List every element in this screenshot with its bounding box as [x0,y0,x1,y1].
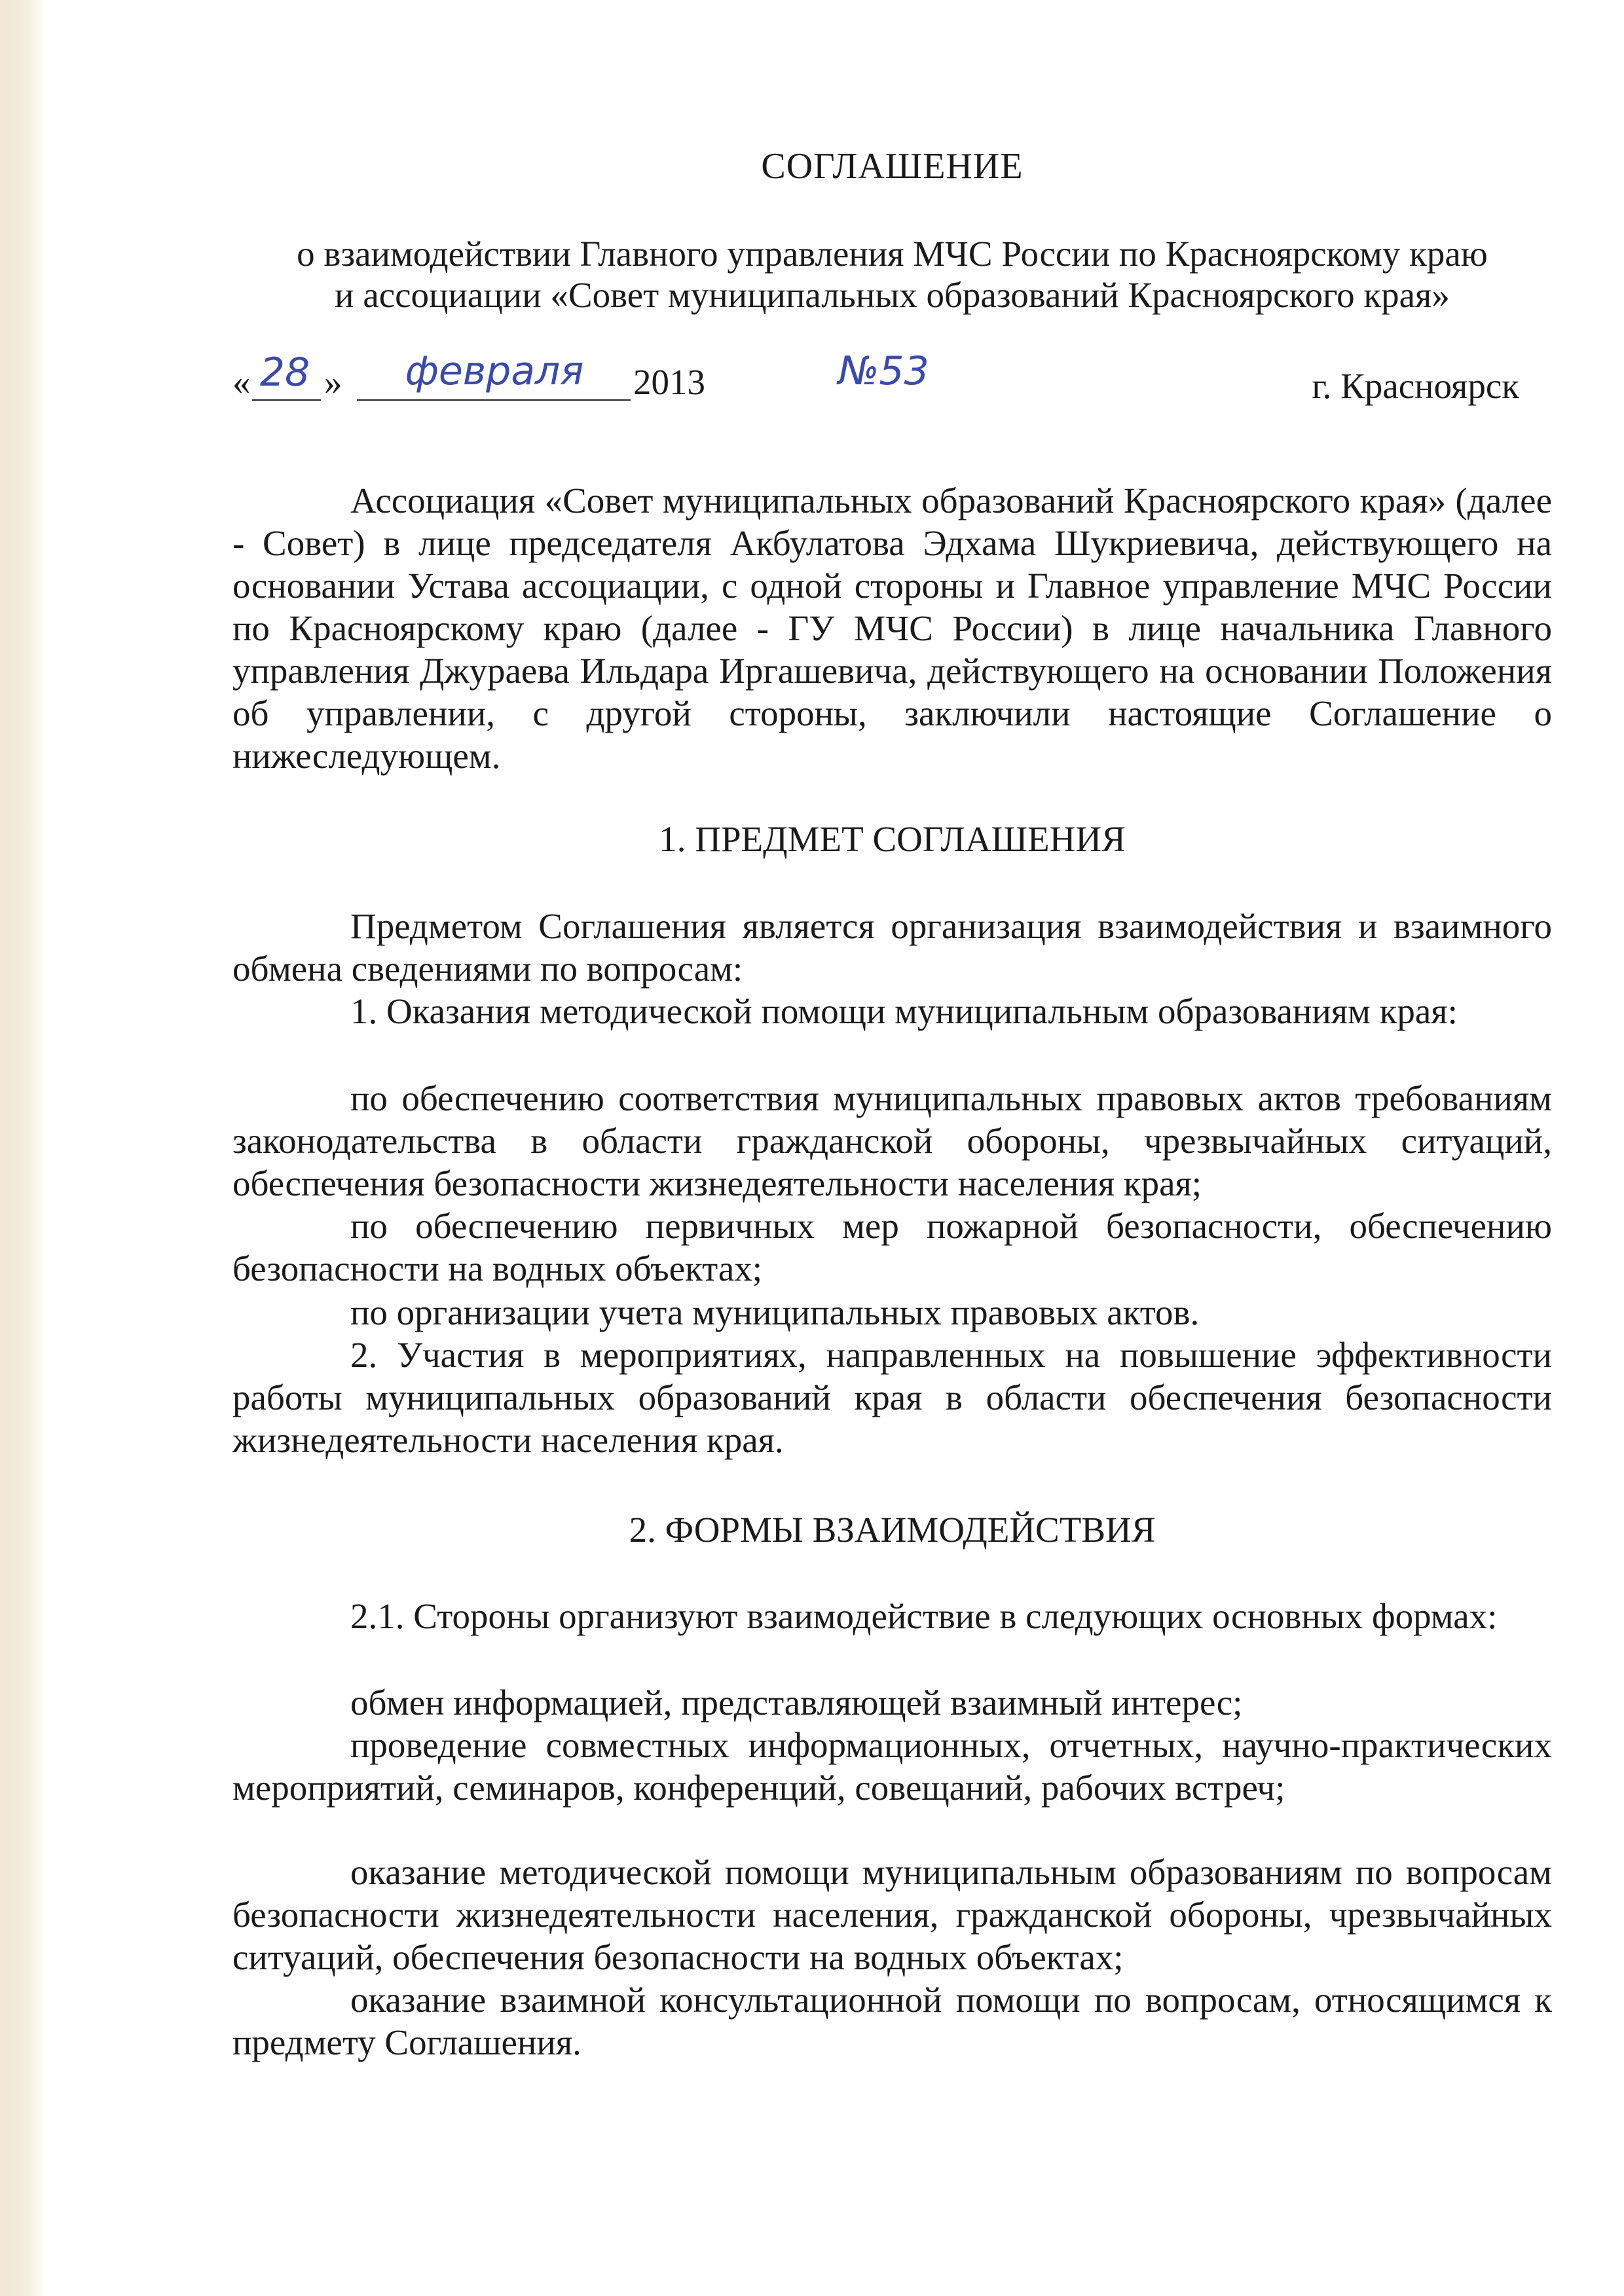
section-2-heading: 2. ФОРМЫ ВЗАИМОДЕЙСТВИЯ [629,1510,1156,1550]
section-1-item-1: 1. Оказания методической помощи муниципальным образованиям края: [350,991,1458,1031]
section-2-form-4: оказание взаимной консультационной помощи по вопросам, относящимся к предмету Соглашения. [232,1980,1552,2062]
date-line [232,348,1552,406]
city: г. Красноярск [1312,366,1519,406]
subtitle-line-2: и ассоциации «Совет муниципальных образований Красноярского края» [335,275,1450,315]
day-underline [252,399,321,401]
section-2-form-2: проведение совместных информационных, отчетных, научно-практических мероприятий, семинаров, конференций, совещаний, рабочих встреч; [232,1725,1552,1808]
section-1-intro: Предметом Соглашения является организация взаимодействия и взаимного обмена сведениями по вопросам: [232,906,1552,989]
date-close-quote: » [324,362,342,402]
section-2-form-1: обмен информацией, представляющей взаимный интерес; [350,1683,1243,1722]
handwritten-month: февраля [405,348,584,394]
document-title: СОГЛАШЕНИЕ [761,146,1024,187]
section-1-item-1-sub-3: по организации учета муниципальных правовых актов. [350,1292,1200,1332]
section-1-item-2: 2. Участия в мероприятиях, направленных на повышение эффективности работы муниципальных образований края в области обеспечения безопасности жизнедеятельности населения края. [232,1335,1552,1460]
section-1-item-1-sub-1: по обеспечению соответствия муниципальных правовых актов требованиям законодательства в области гражданской обороны, чрезвычайных ситуаций, обеспечения безопасности жизнедеятельности населения края; [232,1078,1552,1203]
section-2-form-3: оказание методической помощи муниципальным образованиям по вопросам безопасности жизнедеятельности населения, гражданской обороны, чрезвычайных ситуаций, обеспечения безопасности на водных объектах; [232,1852,1552,1977]
month-underline [357,399,631,401]
date-year: 2013 [633,362,705,402]
section-2-intro: 2.1. Стороны организуют взаимодействие в следующих основных формах: [350,1596,1498,1636]
section-1-heading: 1. ПРЕДМЕТ СОГЛАШЕНИЯ [659,819,1126,859]
handwritten-day: 28 [259,350,310,395]
subtitle-line-1: о взаимодействии Главного управления МЧС России по Красноярскому краю [297,234,1488,274]
date-open-quote: « [232,362,251,402]
section-1-item-1-sub-2: по обеспечению первичных мер пожарной безопасности, обеспечению безопасности на водных объектах; [232,1206,1552,1288]
scan-edge-shadow [0,0,46,2296]
document-subtitle [232,233,1552,316]
handwritten-document-number: №53 [838,348,929,394]
preamble-paragraph: Ассоциация «Совет муниципальных образований Красноярского края» (далее - Совет) в лице председателя Акбулатова Эдхама Шукриевича, действующего на основании Устава ассоциации, с одной стороны и Главное управление МЧС России по Красноярскому краю (далее - ГУ МЧС России) в лице начальника Главного управления Джураева Ильдара Иргашевича, действующего на основании Положения об управлении, с другой стороны, заключили настоящие Соглашение о нижеследующем. [232,481,1552,776]
